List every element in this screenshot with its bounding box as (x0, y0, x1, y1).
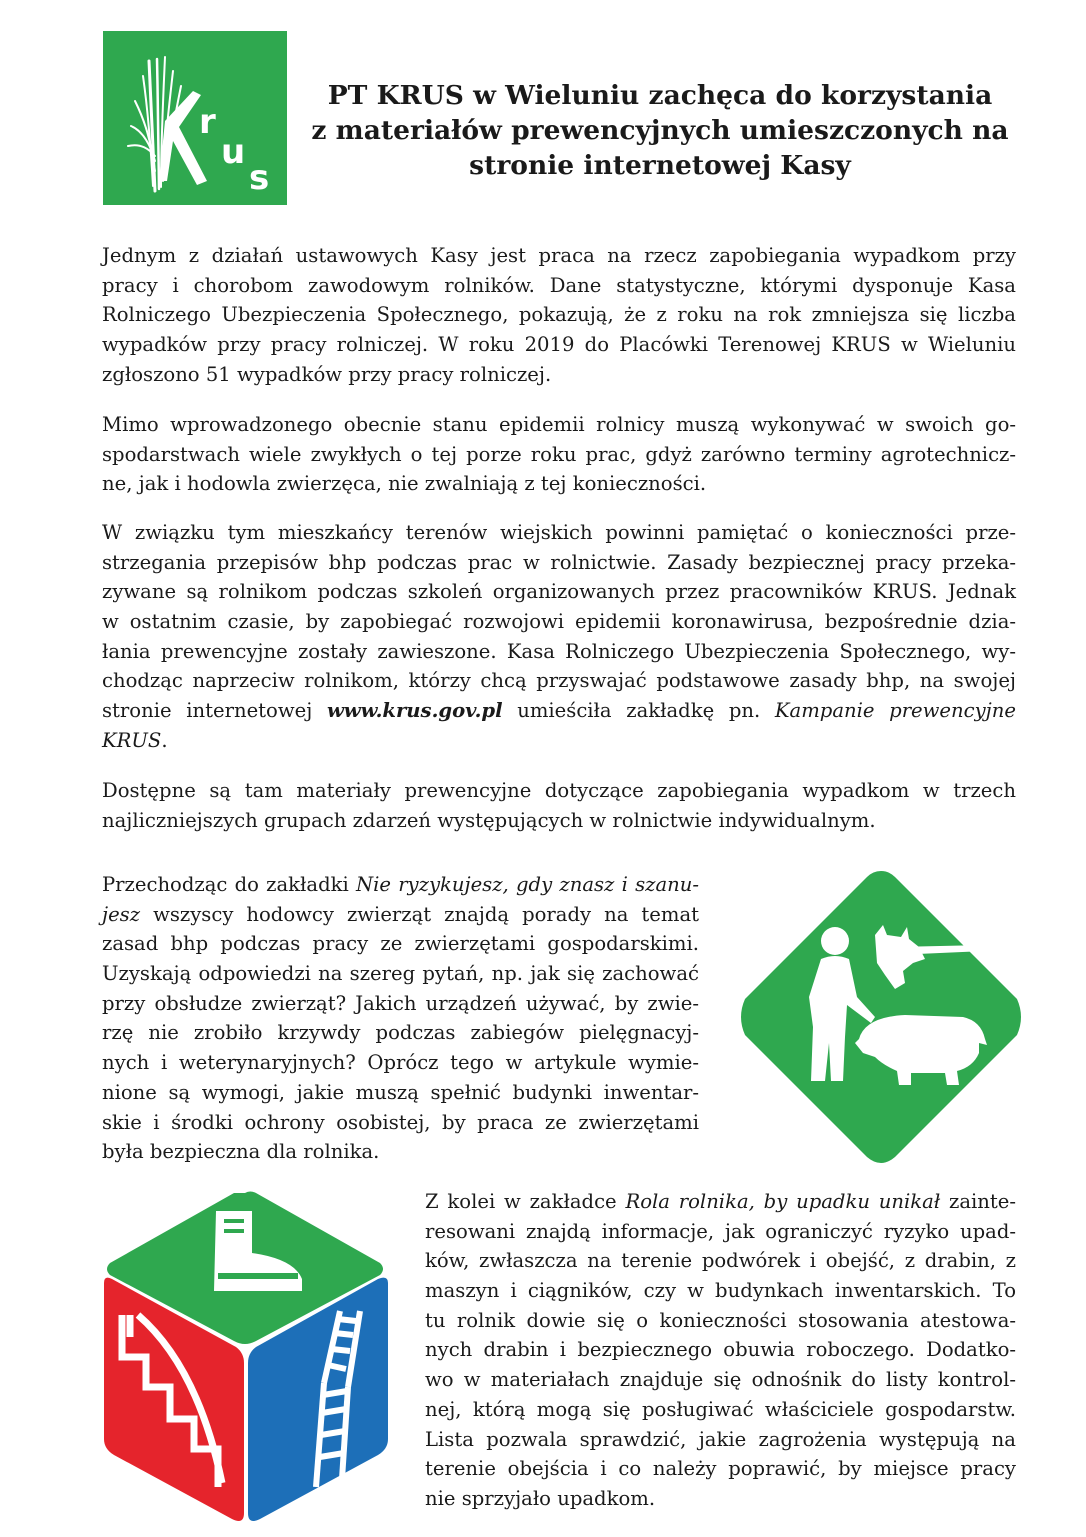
text-line: Dostępne są tam materiały prewencyjne dotyczące zapobiegania wypadkom w trzech (102, 779, 1016, 802)
title-line: stronie internetowej Kasy (469, 150, 851, 181)
text-line: zgłoszono 51 wypadków przy pracy rolniczej. (102, 362, 552, 386)
text-line: Jednym z działań ustawowych Kasy jest praca na rzecz zapobiegania wypadkom przy (102, 244, 1016, 267)
text-line: chodząc naprzeciw rolnikom, którzy chcą przyswajać podstawowe zasady bhp, na swojej (102, 669, 1016, 693)
text-line: Lista pozwala sprawdzić, jakie zagrożenia występują na (425, 1427, 1016, 1451)
paragraph-intro (102, 241, 1016, 389)
paragraph-materials (102, 776, 1016, 835)
text-line: pracy i chorobom zawodowym rolników. Dane statystyczne, którymi dysponuje Kasa (102, 273, 1016, 297)
logo-letter-s: s (249, 158, 270, 198)
text-line: wo w materiałach znajduje się odnośnik do listy kontrol- (425, 1368, 1016, 1392)
text-line (102, 696, 1016, 726)
text-line: przy obsłudze zwierząt? Jakich urządzeń używać, by zwie- (102, 991, 699, 1015)
text-fragment: wszyscy hodowcy zwierząt znajdą porady na temat (140, 902, 699, 926)
text-line: najliczniejszych grupach zdarzeń występujących w rolnictwie indywidualnym. (102, 808, 876, 832)
text-line: nych i weterynaryjnych? Oprócz tego w artykule wymie- (102, 1051, 699, 1075)
text-line: była bezpieczna dla rolnika. (102, 1140, 380, 1164)
text-fragment: Nie ryzykujesz, gdy znasz i szanu- (355, 873, 699, 896)
farmer-livestock-icon (735, 867, 1027, 1167)
text-line: spodarstwach wiele zwykłych o tej porze roku prac, gdyż zarówno terminy agrotechnicz- (102, 442, 1016, 466)
text-fragment: Kampanie prewencyjne (774, 699, 1016, 723)
text-line: Rolniczego Ubezpieczenia Społecznego, pokazują, że z roku na rok zmniejsza się liczba (102, 303, 1016, 327)
title-line: PT KRUS w Wieluniu zachęca do korzystania (327, 80, 993, 111)
fall-prevention-cube-icon (98, 1187, 393, 1527)
text-line: nie sprzyjało upadkom. (425, 1486, 656, 1510)
text-line: rzę nie zrobiło krzywdy podczas zabiegów pielęgnacyj- (102, 1021, 699, 1045)
text-line: skie i środki ochrony osobistej, by praca ze zwierzętami (102, 1110, 699, 1134)
text-line: strzegania przepisów bhp podczas prac w rolnictwie. Zasady bezpiecznej pracy przeka- (102, 550, 1016, 574)
title-line: z materiałów prewencyjnych umieszczonych na (311, 115, 1009, 146)
text-line: terenie obejścia i co należy poprawić, by miejsce pracy (425, 1457, 1016, 1481)
text-line: maszyn i ciągników, czy w budynkach inwentarskich. To (425, 1279, 1016, 1303)
text-line: ków, zwłaszcza na terenie podwórek i obejść, z drabin, z (425, 1249, 1016, 1273)
text-line (102, 900, 699, 930)
text-line (102, 870, 699, 900)
text-line: nych drabin i bezpiecznego obuwia roboczego. Dodatko- (425, 1338, 1016, 1362)
text-line: resowani znajdą informacje, jak ograniczyć ryzyko upad- (425, 1219, 1016, 1243)
text-line (425, 1187, 1016, 1217)
text-fragment: zainte- (940, 1190, 1016, 1213)
logo-letter-u: u (221, 132, 246, 172)
paragraph-falls (425, 1187, 1016, 1514)
text-fragment: Z kolei w zakładce (425, 1190, 626, 1213)
text-fragment: Przechodząc do zakładki (102, 873, 356, 896)
paragraph-animals (102, 870, 699, 1167)
text-fragment: Rola rolnika, by upadku unikał (625, 1190, 941, 1213)
text-fragment: KRUS (102, 728, 162, 752)
text-fragment: stronie internetowej (102, 699, 327, 723)
krus-website-link[interactable]: www.krus.gov.pl (326, 699, 503, 723)
text-line: nej, którą mogą się posługiwać właściciele gospodarstw. (425, 1397, 1016, 1421)
text-fragment: . (161, 728, 168, 752)
paragraph-safety-rules (102, 518, 1016, 756)
text-line: W związku tym mieszkańcy terenów wiejskich powinni pamiętać o konieczności prze- (102, 521, 1016, 544)
krus-logo (103, 31, 287, 205)
text-fragment: jesz (102, 902, 141, 926)
paragraph-epidemic (102, 410, 1016, 499)
text-line: Mimo wprowadzonego obecnie stanu epidemii rolnicy muszą wykonywać w swoich go- (102, 413, 1016, 436)
page-title (300, 78, 1020, 183)
text-line: w ostatnim czasie, by zapobiegać rozwojowi epidemii koronawirusa, bezpośrednie dzia- (102, 610, 1016, 634)
text-line: zywane są rolnikom podczas szkoleń organizowanych przez pracowników KRUS. Jednak (102, 580, 1016, 604)
text-fragment: umieściła zakładkę pn. (502, 699, 775, 723)
text-line: zasad bhp podczas pracy ze zwierzętami gospodarskimi. (102, 932, 699, 956)
text-line: tu rolnik dowie się o konieczności stosowania atestowa- (425, 1308, 1016, 1332)
text-line: wypadków przy pracy rolniczej. W roku 2019 do Placówki Terenowej KRUS w Wieluniu (102, 333, 1016, 357)
text-line (102, 726, 1016, 756)
text-line: Uzyskają odpowiedzi na szereg pytań, np. jak się zachować (102, 962, 699, 986)
text-line: łania prewencyjne zostały zawieszone. Kasa Rolniczego Ubezpieczenia Społecznego, wy- (102, 639, 1016, 663)
logo-letter-r: r (199, 102, 216, 142)
text-line: nione są wymogi, jakie muszą spełnić budynki inwentar- (102, 1080, 699, 1104)
text-line: ne, jak i hodowla zwierzęca, nie zwalniają z tej konieczności. (102, 472, 707, 496)
